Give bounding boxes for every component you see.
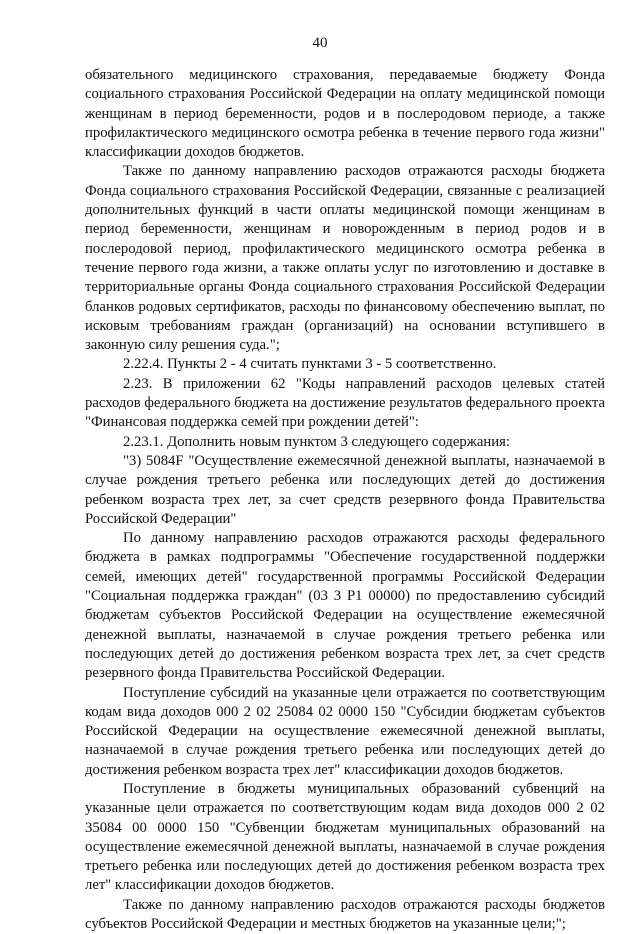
- paragraph-3: 2.22.4. Пункты 2 - 4 считать пунктами 3 - 5 соответственно.: [123, 356, 497, 373]
- document-body: [85, 66, 605, 934]
- paragraph-10: Также по данному направлению расходов отражаются расходы бюджетов субъектов Российской Федерации и местных бюджетов на указанные цели;";: [85, 896, 605, 933]
- paragraph-5: 2.23.1. Дополнить новым пунктом 3 следующего содержания:: [123, 433, 510, 450]
- paragraph-9: Поступление в бюджеты муниципальных образований субвенций на указанные цели отражается по соответствующим кодам вида доходов 000 2 02 35084 00 0000 150 "Субвенции бюджетам муниципальных образований на осуществление ежемесячной денежной выплаты, назначаемой в случае рождения третьего ребенка или последующих детей до достижения ребенком возраста трех лет" классификации доходов бюджетов.: [85, 780, 605, 894]
- paragraph-1: обязательного медицинского страхования, передаваемые бюджету Фонда социального страхования Российской Федерации на оплату медицинской помощи женщинам в период беременности, родов и в послеродовом периоде, а также профилактического медицинского осмотра ребенка в течение первого года жизни" классификации доходов бюджетов.: [85, 67, 605, 161]
- paragraph-8: Поступление субсидий на указанные цели отражается по соответствующим кодам вида доходов 000 2 02 25084 02 0000 150 "Субсидии бюджетам субъектов Российской Федерации на осуществление ежемесячной денежной выплаты, назначаемой в случае рождения третьего ребенка или последующих детей до достижения ребенком возраста трех лет" классификации доходов бюджетов.: [85, 684, 605, 778]
- paragraph-7: По данному направлению расходов отражаются расходы федерального бюджета в рамках подпрограммы "Обеспечение государственной поддержки семей, имеющих детей" государственной программы Российской Федерации "Социальная поддержка граждан" (03 3 Р1 00000) по предоставлению субсидий бюджетам субъектов Российской Федерации на осуществление ежемесячной денежной выплаты, назначаемой в случае рождения третьего ребенка или последующих детей до достижения ребенком возраста трех лет, за счет средств резервного фонда Правительства Российской Федерации.: [85, 530, 605, 682]
- paragraph-6: "3) 5084F "Осуществление ежемесячной денежной выплаты, назначаемой в случае рождения третьего ребенка или последующих детей до достижения ребенком возраста трех лет, за счет средств резервного фонда Правительства Российской Федерации": [85, 452, 605, 527]
- paragraph-2: Также по данному направлению расходов отражаются расходы бюджета Фонда социального страхования Российской Федерации, связанные с реализацией дополнительных функций в части оплаты медицинской помощи женщинам в период беременности, женщинам и новорожденным в период родов и в послеродовой период, профилактического медицинского осмотра ребенка в течение первого года жизни, а также оплаты услуг по изготовлению и доставке в территориальные органы Фонда социального страхования Российской Федерации бланков родовых сертификатов, расходы по финансовому обеспечению выплат, по исковым требованиям граждан (организаций) на основании вступившего в законную силу решения суда.";: [85, 163, 605, 354]
- paragraph-4: 2.23. В приложении 62 "Коды направлений расходов целевых статей расходов федерального бюджета на достижение результатов федерального проекта "Финансовая поддержка семей при рождении детей":: [85, 375, 605, 431]
- page-number: 40: [312, 35, 328, 51]
